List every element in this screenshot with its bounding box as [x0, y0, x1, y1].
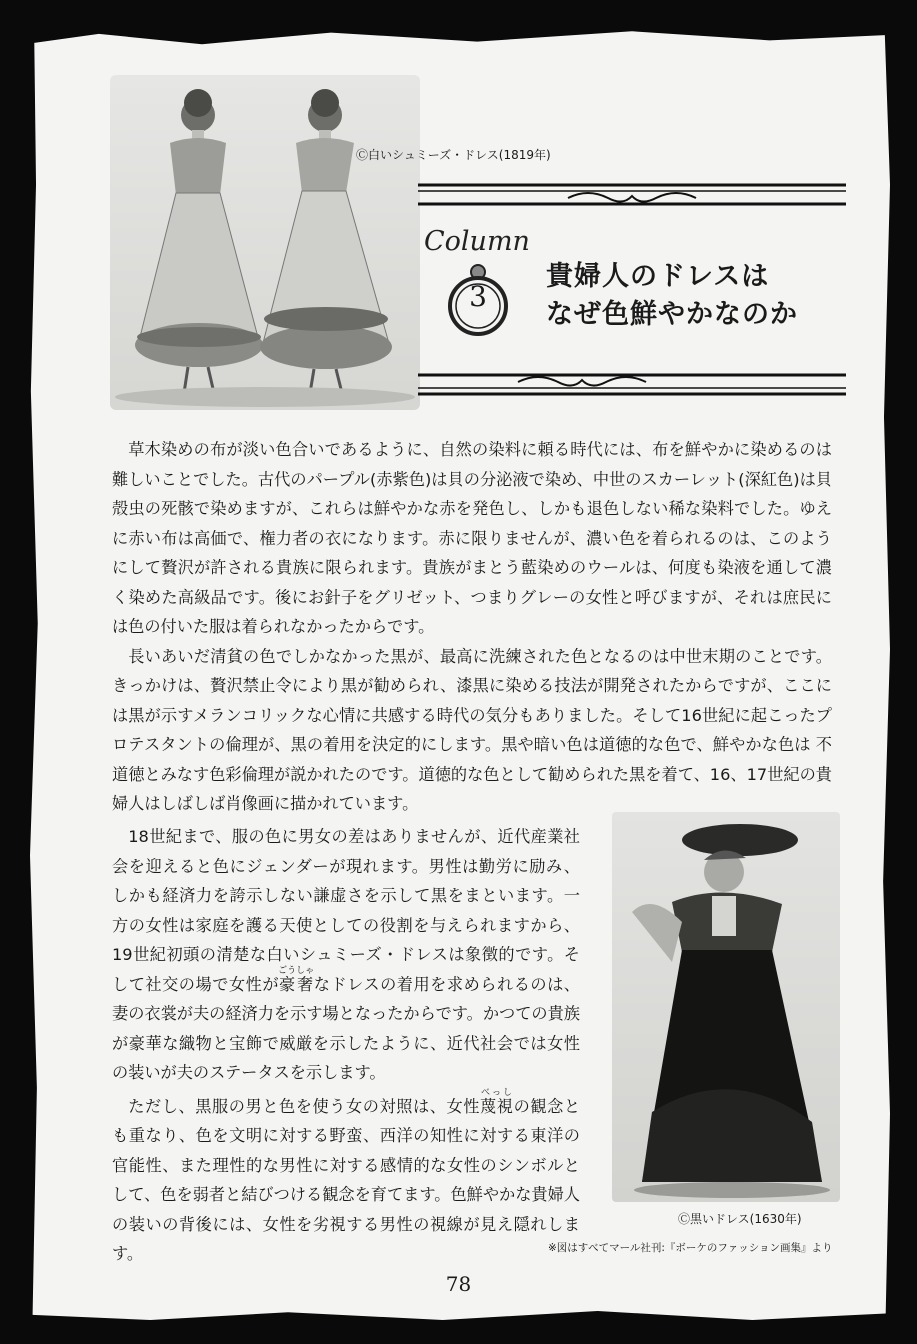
column-title-line-2: なぜ色鮮やかなのか — [546, 299, 798, 330]
column-title-line-1: 貴婦人のドレスは — [546, 261, 770, 292]
black-dress-illustration — [612, 812, 840, 1202]
article-body-narrow — [112, 822, 580, 1269]
paragraph-4: ただし、黒服の男と色を使う女の対照は、女性蔑視べっしの観念とも重なり、色を文明に対する野蛮、西洋の知性に対する東洋の官能性、また理性的な男性に対する感情的な女性のシンボルとして、色を弱者と結びつける観念を育てます。色鮮やかな貴婦人の装いの背後には、女性を劣視する男性の視線が見え隠れします。 — [112, 1087, 581, 1263]
source-note: ※図はすべてマール社刊:『ボーケのファッション画集』より — [548, 1242, 833, 1254]
woman-in-black-dress-engraving-icon — [612, 812, 840, 1202]
column-label: Column — [424, 226, 530, 257]
paragraph-3: 18世紀まで、服の色に男女の差はありませんが、近代産業社会を迎えると色にジェンダーが現れます。男性は勤労に励み、しかも経済力を誇示しない謙虚さを示して黒をまといます。一方の女性は家庭を護る天使としての役割を与えられますから、19世紀初頭の清楚な白いシュミーズ・ドレスは象徴的です。そして社交の場で女性が豪奢ごうしゃなドレスの着用を求められるのは、妻の衣裳が夫の経済力を示す場となったからです。かつての貴族が豪華な織物と宝飾で威厳を示したように、近代社会では女性の装いが夫のステータスを示します。 — [112, 827, 580, 1082]
bottom-figure-caption: Ⓒ黒いドレス(1630年) — [678, 1212, 802, 1226]
top-figure-caption: Ⓒ白いシュミーズ・ドレス(1819年) — [356, 148, 551, 162]
page-number: 78 — [445, 1272, 472, 1296]
paragraph-2: 長いあいだ清貧の色でしかなかった黒が、最高に洗練された色となるのは中世末期のことです。きっかけは、贅沢禁止令により黒が勧められ、漆黒に染める技法が開発されたからですが、ここには黒が示すメランコリックな心情に共感する時代の気分もありました。そして16世紀に起こったプロテスタントの倫理が、黒の着用を決定的にします。黒や暗い色は道徳的な色で、鮮やかな色は 不道徳とみなす色彩倫理が説かれたのです。道徳的な色として勧められた黒を着て、16、17世紀の貴婦人はしばしば肖像画に描かれています。 — [112, 646, 832, 813]
white-chemise-dress-illustration — [110, 75, 420, 410]
two-women-engraving-icon — [110, 75, 420, 410]
ornamental-rule-bottom-icon — [418, 370, 846, 400]
ornamental-rule-top-icon — [418, 180, 846, 210]
column-number: 3 — [469, 280, 487, 313]
paragraph-1: 草木染めの布が淡い色合いであるように、自然の染料に頼る時代には、布を鮮やかに染めるのは難しいことでした。古代のパープル(赤紫色)は貝の分泌液で染め、中世のスカーレット(深紅色)は貝殻虫の死骸で染めますが、これらは鮮やかな赤を発色し、しかも退色しない稀な染料でした。ゆえに赤い布は高価で、権力者の衣になります。赤に限りませんが、濃い色を着られるのは、このようにして贅沢が許される貴族に限られます。貴族がまとう藍染めのウールは、何度も染液を通して濃く染めた高級品です。後にお針子をグリゼット、つまりグレーの女性と呼びますが、それは庶民には色の付いた服は着られなかったからです。 — [112, 440, 832, 636]
column-banner — [418, 180, 846, 405]
article-body-full-width — [112, 435, 832, 819]
